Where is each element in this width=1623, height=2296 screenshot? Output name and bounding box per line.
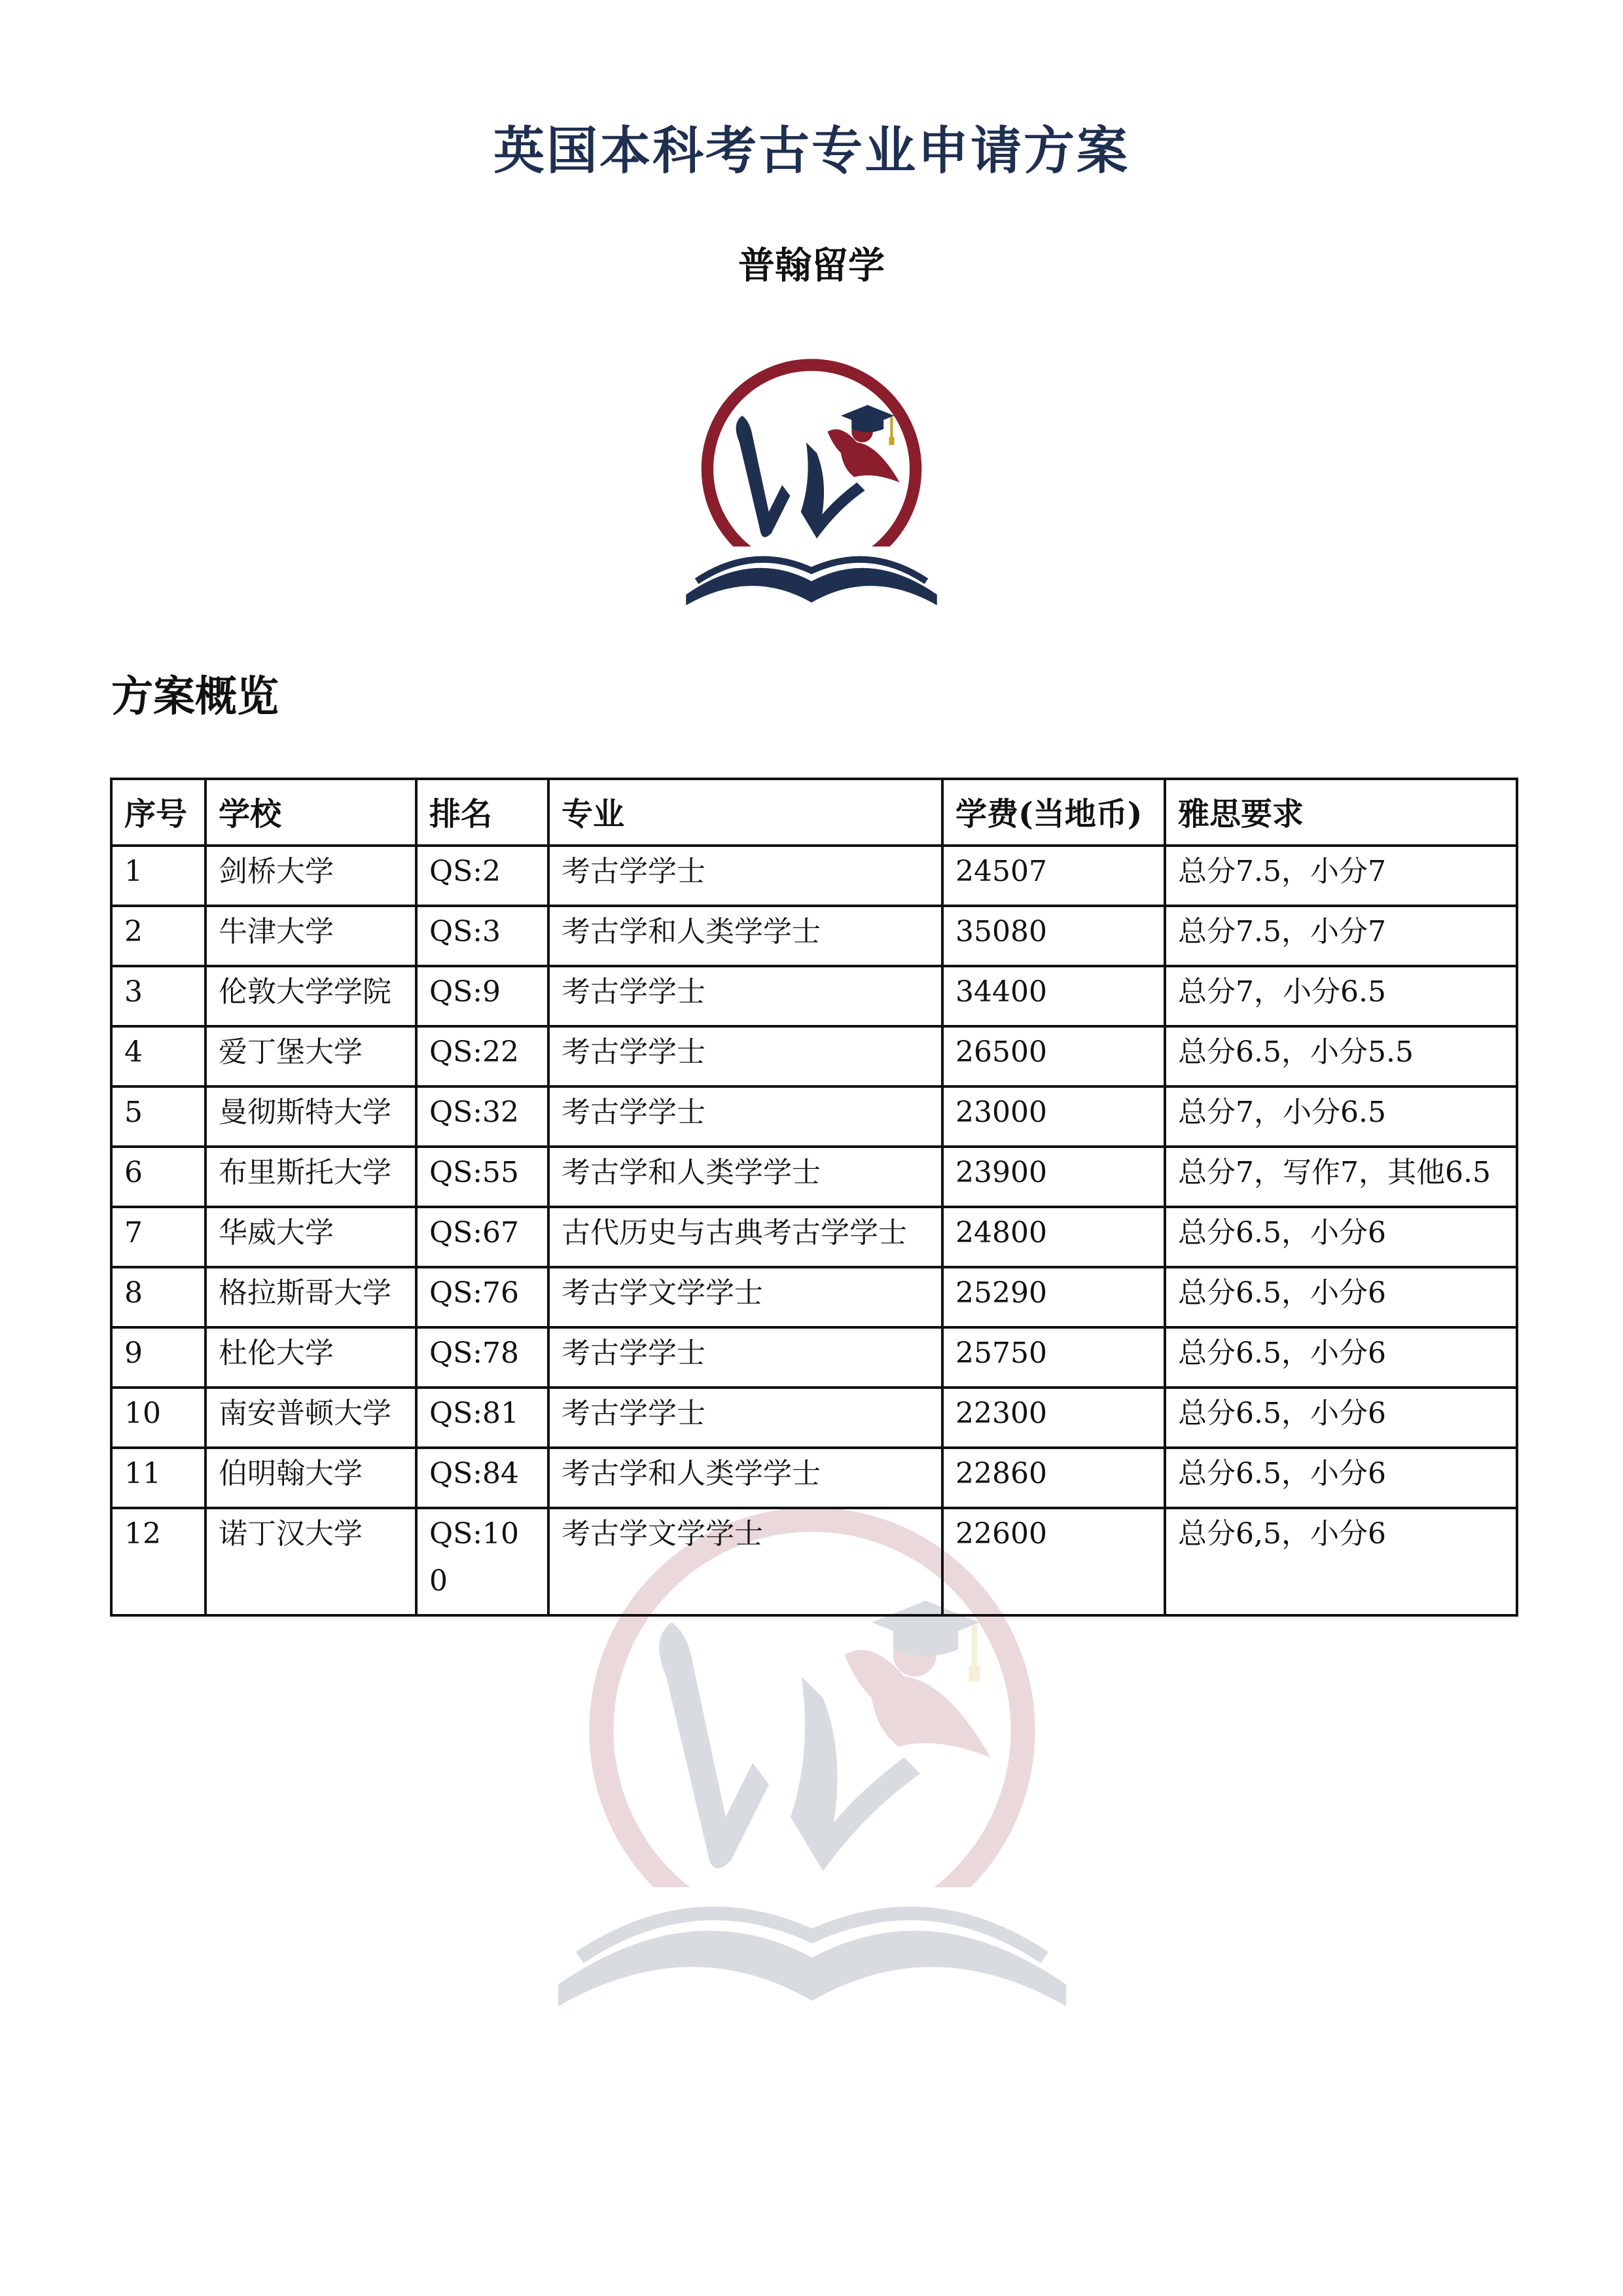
- table-row: [111, 1147, 1517, 1207]
- cell-tuition: 22600: [942, 1508, 1165, 1615]
- cell-ielts: 总分6.5，小分6: [1165, 1327, 1517, 1388]
- cell-major: 古代历史与古典考古学学士: [548, 1207, 942, 1267]
- header-rank: 排名: [416, 779, 548, 846]
- cell-school: 伯明翰大学: [205, 1448, 416, 1508]
- cell-ielts: 总分7.5，小分7: [1165, 906, 1517, 966]
- cell-tuition: 26500: [942, 1026, 1165, 1086]
- cell-no: 5: [111, 1086, 205, 1147]
- cell-no: 2: [111, 906, 205, 966]
- agency-name: 普翰留学: [738, 244, 885, 287]
- cell-ielts: 总分7.5，小分7: [1165, 846, 1517, 906]
- table-row: [111, 1388, 1517, 1448]
- cell-no: 1: [111, 846, 205, 906]
- cell-no: 8: [111, 1267, 205, 1327]
- cell-tuition: 25750: [942, 1327, 1165, 1388]
- table-row: [111, 1026, 1517, 1086]
- cell-major: 考古学学士: [548, 1327, 942, 1388]
- table-row: [111, 1207, 1517, 1267]
- header-major: 专业: [548, 779, 942, 846]
- cell-school: 牛津大学: [205, 906, 416, 966]
- plan-overview-table: [110, 778, 1518, 1617]
- cell-school: 杜伦大学: [205, 1327, 416, 1388]
- cell-no: 12: [111, 1508, 205, 1615]
- cell-ielts: 总分7，写作7，其他6.5: [1165, 1147, 1517, 1207]
- table-row: [111, 1448, 1517, 1508]
- cell-rank: QS:55: [416, 1147, 548, 1207]
- cell-major: 考古学学士: [548, 1086, 942, 1147]
- cell-tuition: 24800: [942, 1207, 1165, 1267]
- table-row: [111, 906, 1517, 966]
- section-heading-overview: 方案概览: [111, 672, 279, 721]
- cell-major: 考古学学士: [548, 1388, 942, 1448]
- cell-rank: QS:9: [416, 966, 548, 1026]
- table-row: [111, 1086, 1517, 1147]
- cell-no: 7: [111, 1207, 205, 1267]
- cell-tuition: 22300: [942, 1388, 1165, 1448]
- cell-ielts: 总分6.5，小分5.5: [1165, 1026, 1517, 1086]
- cell-rank: QS:2: [416, 846, 548, 906]
- table-row: [111, 1508, 1517, 1615]
- cell-ielts: 总分6.5，小分6: [1165, 1207, 1517, 1267]
- cell-major: 考古学文学学士: [548, 1508, 942, 1615]
- cell-rank: QS:67: [416, 1207, 548, 1267]
- header-ielts: 雅思要求: [1165, 779, 1517, 846]
- table-row: [111, 1327, 1517, 1388]
- cell-school: 伦敦大学学院: [205, 966, 416, 1026]
- cell-major: 考古学和人类学学士: [548, 1147, 942, 1207]
- cell-tuition: 34400: [942, 966, 1165, 1026]
- cell-rank: QS:84: [416, 1448, 548, 1508]
- cell-no: 9: [111, 1327, 205, 1388]
- cell-major: 考古学学士: [548, 1026, 942, 1086]
- cell-ielts: 总分6.5，小分6: [1165, 1267, 1517, 1327]
- cell-school: 曼彻斯特大学: [205, 1086, 416, 1147]
- cell-ielts: 总分6.5，小分6: [1165, 1388, 1517, 1448]
- cell-rank: QS:3: [416, 906, 548, 966]
- cell-rank: QS:22: [416, 1026, 548, 1086]
- cell-tuition: 23000: [942, 1086, 1165, 1147]
- header-tuition: 学费(当地币): [942, 779, 1165, 846]
- cell-rank: QS:32: [416, 1086, 548, 1147]
- cell-school: 格拉斯哥大学: [205, 1267, 416, 1327]
- cell-no: 10: [111, 1388, 205, 1448]
- cell-school: 华威大学: [205, 1207, 416, 1267]
- table-row: [111, 966, 1517, 1026]
- cell-rank: QS:100: [416, 1508, 548, 1615]
- cell-school: 诺丁汉大学: [205, 1508, 416, 1615]
- table-header-row: [111, 779, 1517, 846]
- cell-tuition: 25290: [942, 1267, 1165, 1327]
- table-row: [111, 1267, 1517, 1327]
- cell-school: 剑桥大学: [205, 846, 416, 906]
- cell-major: 考古学学士: [548, 846, 942, 906]
- cell-ielts: 总分6.5，小分6: [1165, 1448, 1517, 1508]
- cell-major: 考古学和人类学学士: [548, 1448, 942, 1508]
- cell-ielts: 总分7，小分6.5: [1165, 966, 1517, 1026]
- cell-tuition: 35080: [942, 906, 1165, 966]
- cell-rank: QS:78: [416, 1327, 548, 1388]
- document-title: 英国本科考古专业申请方案: [493, 121, 1130, 181]
- cell-rank: QS:81: [416, 1388, 548, 1448]
- cell-no: 4: [111, 1026, 205, 1086]
- table-row: [111, 846, 1517, 906]
- cell-major: 考古学学士: [548, 966, 942, 1026]
- cell-no: 6: [111, 1147, 205, 1207]
- cell-no: 3: [111, 966, 205, 1026]
- cell-ielts: 总分7，小分6.5: [1165, 1086, 1517, 1147]
- cell-major: 考古学和人类学学士: [548, 906, 942, 966]
- puhan-logo-icon: [678, 346, 945, 614]
- cell-tuition: 24507: [942, 846, 1165, 906]
- cell-tuition: 22860: [942, 1448, 1165, 1508]
- cell-rank: QS:76: [416, 1267, 548, 1327]
- cell-school: 布里斯托大学: [205, 1147, 416, 1207]
- header-no: 序号: [111, 779, 205, 846]
- cell-school: 爱丁堡大学: [205, 1026, 416, 1086]
- cell-school: 南安普顿大学: [205, 1388, 416, 1448]
- cell-major: 考古学文学学士: [548, 1267, 942, 1327]
- header-school: 学校: [205, 779, 416, 846]
- cell-tuition: 23900: [942, 1147, 1165, 1207]
- cell-no: 11: [111, 1448, 205, 1508]
- cell-ielts: 总分6,5，小分6: [1165, 1508, 1517, 1615]
